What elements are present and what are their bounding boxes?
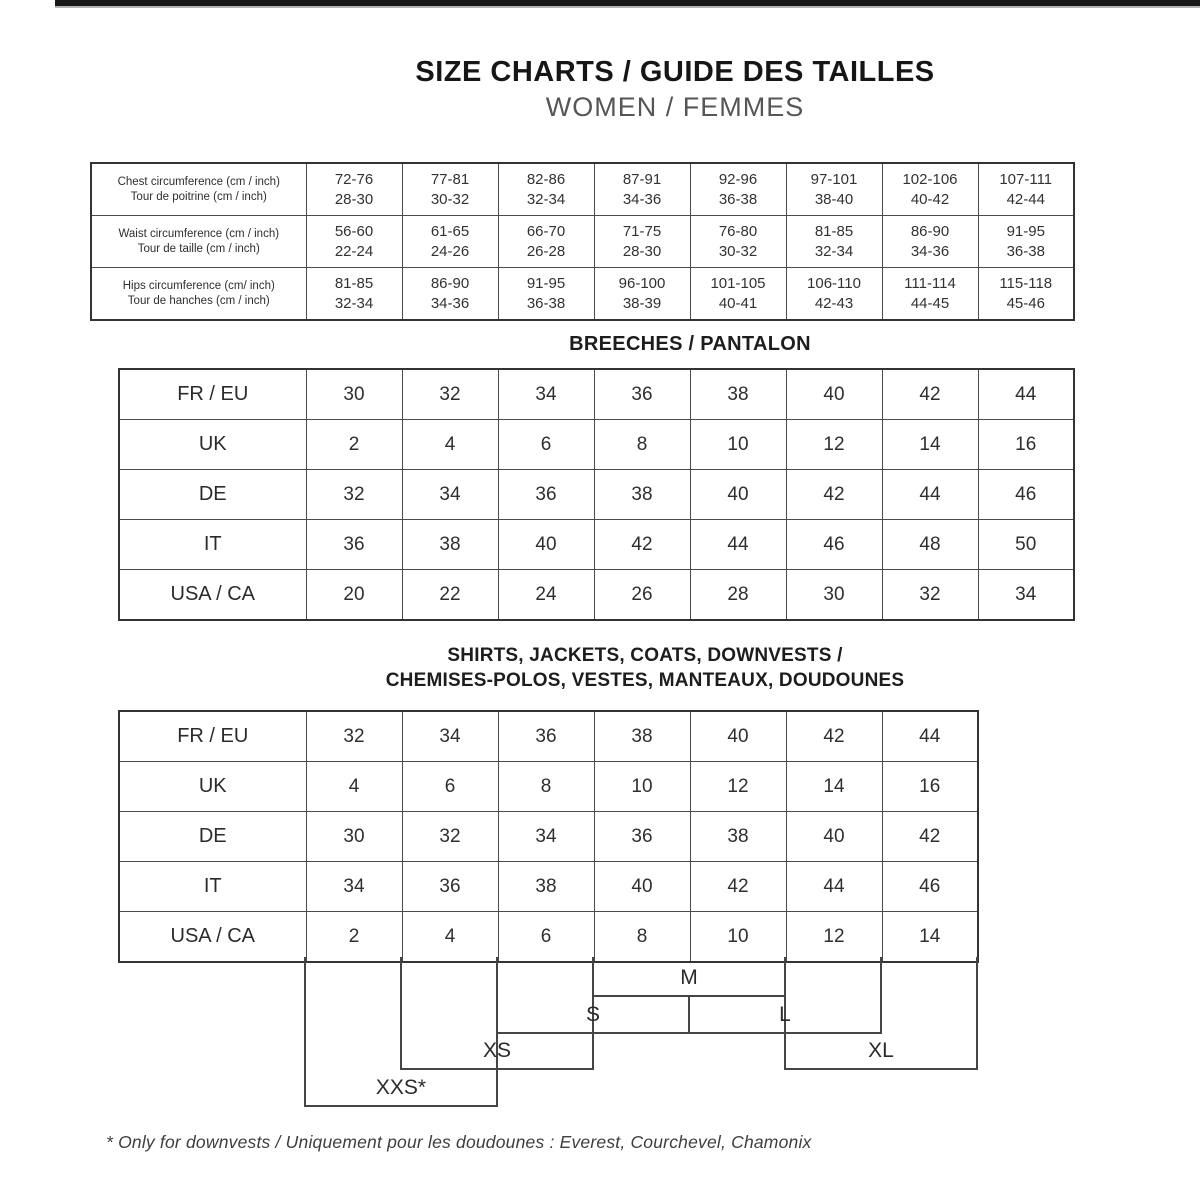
breeches-size-cell: 14 — [882, 420, 978, 470]
breeches-size-cell: 34 — [402, 470, 498, 520]
measurement-cm: 81-85 — [334, 274, 374, 292]
measurements-row — [91, 216, 1074, 268]
breeches-size-cell: 40 — [498, 520, 594, 570]
breeches-size-cell: 36 — [498, 470, 594, 520]
measurement-inch: 40-42 — [910, 190, 950, 208]
breeches-size-cell: 32 — [402, 369, 498, 420]
measurement-cm: 106-110 — [807, 274, 861, 292]
shirts-size-cell: 14 — [882, 912, 978, 963]
measurement-inch: 24-26 — [430, 242, 470, 260]
shirts-size-cell: 36 — [498, 711, 594, 762]
measurement-value-cell — [978, 216, 1074, 268]
measurement-inch: 26-28 — [526, 242, 566, 260]
breeches-region-label: UK — [119, 420, 306, 470]
shirts-size-cell: 12 — [786, 912, 882, 963]
bracket-line — [688, 995, 690, 1034]
shirts-size-cell: 40 — [594, 862, 690, 912]
breeches-row — [119, 369, 1074, 420]
shirts-size-cell: 36 — [594, 812, 690, 862]
measurement-cm: 77-81 — [430, 170, 470, 188]
shirts-size-cell: 10 — [594, 762, 690, 812]
measurement-inch: 44-45 — [910, 294, 950, 312]
measurement-cm: 91-95 — [526, 274, 566, 292]
measurement-value-cell — [594, 268, 690, 321]
shirts-size-cell: 36 — [402, 862, 498, 912]
shirts-size-cell: 4 — [402, 912, 498, 963]
measurement-cm: 61-65 — [430, 222, 470, 240]
breeches-size-cell: 40 — [690, 470, 786, 520]
breeches-size-cell: 8 — [594, 420, 690, 470]
breeches-size-cell: 48 — [882, 520, 978, 570]
measurement-value-cell — [306, 216, 402, 268]
breeches-size-cell: 4 — [402, 420, 498, 470]
breeches-size-cell: 42 — [594, 520, 690, 570]
shirts-size-cell: 10 — [690, 912, 786, 963]
shirts-heading — [145, 643, 1145, 693]
measurement-cm: 81-85 — [814, 222, 854, 240]
measurement-value-cell — [402, 268, 498, 321]
measurement-inch: 42-44 — [1006, 190, 1045, 208]
breeches-size-cell: 20 — [306, 570, 402, 621]
measurement-value-cell — [690, 216, 786, 268]
measurement-value-cell — [690, 163, 786, 216]
measurement-inch: 40-41 — [718, 294, 758, 312]
measurement-value-cell — [978, 268, 1074, 321]
shirts-size-cell: 38 — [690, 812, 786, 862]
breeches-region-label: IT — [119, 520, 306, 570]
measurement-value-cell — [498, 268, 594, 321]
shirts-region-label: IT — [119, 862, 306, 912]
shirts-size-cell: 40 — [690, 711, 786, 762]
measurement-value-cell — [594, 163, 690, 216]
breeches-region-label: USA / CA — [119, 570, 306, 621]
shirts-size-cell: 6 — [402, 762, 498, 812]
measurement-label-cell — [91, 163, 306, 216]
shirts-row — [119, 812, 978, 862]
measurement-value-cell — [786, 216, 882, 268]
measurement-inch: 32-34 — [814, 242, 854, 260]
measurement-value-cell — [306, 163, 402, 216]
measurement-value-cell — [306, 268, 402, 321]
size-label-xs: XS — [482, 1039, 511, 1062]
measurement-inch: 38-39 — [622, 294, 662, 312]
measurement-label-cell — [91, 268, 306, 321]
breeches-size-cell: 38 — [594, 470, 690, 520]
measurement-cm: 92-96 — [718, 170, 758, 188]
breeches-size-cell: 50 — [978, 520, 1074, 570]
measurement-inch: 42-43 — [814, 294, 854, 312]
measurement-value-cell — [402, 216, 498, 268]
breeches-row — [119, 420, 1074, 470]
measurement-cm: 86-90 — [910, 222, 950, 240]
measurement-cm: 76-80 — [718, 222, 758, 240]
breeches-size-cell: 24 — [498, 570, 594, 621]
shirts-size-cell: 2 — [306, 912, 402, 963]
breeches-table-body — [119, 369, 1074, 620]
measurement-value-cell — [882, 163, 978, 216]
breeches-size-cell: 30 — [786, 570, 882, 621]
breeches-row — [119, 470, 1074, 520]
measurement-cm: 96-100 — [618, 274, 666, 292]
footnote: * Only for downvests / Uniquement pour les doudounes : Everest, Courchevel, Chamonix — [106, 1132, 812, 1152]
shirts-size-cell: 4 — [306, 762, 402, 812]
shirts-size-cell: 16 — [882, 762, 978, 812]
measurement-inch: 36-38 — [526, 294, 566, 312]
breeches-size-cell: 30 — [306, 369, 402, 420]
measurement-cm: 87-91 — [622, 170, 662, 188]
shirts-size-cell: 34 — [498, 812, 594, 862]
measurement-cm: 56-60 — [334, 222, 374, 240]
shirts-size-cell: 34 — [402, 711, 498, 762]
bracket-line — [304, 957, 306, 1107]
measurement-label-en: Hips circumference (cm/ inch) — [122, 279, 275, 292]
shirts-row — [119, 762, 978, 812]
shirts-size-cell: 12 — [690, 762, 786, 812]
measurement-inch: 34-36 — [910, 242, 950, 260]
shirts-size-cell: 38 — [498, 862, 594, 912]
measurement-cm: 82-86 — [526, 170, 566, 188]
size-label-xxs: XXS* — [375, 1076, 427, 1099]
measurement-value-cell — [882, 216, 978, 268]
measurement-cm: 66-70 — [526, 222, 566, 240]
shirts-size-cell: 30 — [306, 812, 402, 862]
measurement-label-en: Waist circumference (cm / inch) — [118, 227, 280, 240]
breeches-size-cell: 38 — [690, 369, 786, 420]
breeches-heading: BREECHES / PANTALON — [569, 333, 811, 355]
breeches-size-cell: 46 — [786, 520, 882, 570]
bracket-line — [880, 957, 882, 1034]
breeches-size-cell: 44 — [882, 470, 978, 520]
measurement-value-cell — [978, 163, 1074, 216]
measurement-cm: 72-76 — [334, 170, 374, 188]
breeches-size-cell: 38 — [402, 520, 498, 570]
shirts-size-cell: 14 — [786, 762, 882, 812]
measurement-value-cell — [498, 216, 594, 268]
measurements-table-body — [91, 163, 1074, 320]
measurement-inch: 36-38 — [1006, 242, 1045, 260]
measurement-inch: 28-30 — [622, 242, 662, 260]
size-label-l: L — [779, 1003, 791, 1026]
shirts-region-label: FR / EU — [119, 711, 306, 762]
breeches-row — [119, 570, 1074, 621]
shirts-table — [118, 710, 979, 963]
breeches-size-cell: 32 — [882, 570, 978, 621]
shirts-size-cell: 44 — [882, 711, 978, 762]
measurement-inch: 32-34 — [334, 294, 374, 312]
measurement-cm: 97-101 — [810, 170, 858, 188]
measurement-inch: 34-36 — [430, 294, 470, 312]
shirts-size-cell: 8 — [498, 762, 594, 812]
shirts-size-cell: 38 — [594, 711, 690, 762]
breeches-size-cell: 42 — [786, 470, 882, 520]
size-label-s: S — [585, 1003, 600, 1026]
bracket-line — [784, 1068, 978, 1070]
breeches-row — [119, 520, 1074, 570]
shirts-size-cell: 42 — [690, 862, 786, 912]
measurement-value-cell — [690, 268, 786, 321]
measurement-inch: 45-46 — [1006, 294, 1045, 312]
measurement-value-cell — [498, 163, 594, 216]
shirts-size-cell: 40 — [786, 812, 882, 862]
breeches-size-cell: 46 — [978, 470, 1074, 520]
shirts-row — [119, 711, 978, 762]
shirts-region-label: USA / CA — [119, 912, 306, 963]
measurement-label-cell — [91, 216, 306, 268]
measurement-inch: 36-38 — [718, 190, 758, 208]
bracket-line — [976, 957, 978, 1070]
shirts-heading-line1: SHIRTS, JACKETS, COATS, DOWNVESTS / — [447, 645, 843, 666]
bracket-line — [400, 1068, 594, 1070]
breeches-size-cell: 44 — [978, 369, 1074, 420]
breeches-size-cell: 32 — [306, 470, 402, 520]
page-title: SIZE CHARTS / GUIDE DES TAILLES — [415, 56, 935, 88]
measurement-inch: 30-32 — [718, 242, 758, 260]
measurement-label-fr: Tour de hanches (cm / inch) — [127, 294, 270, 307]
size-label-m: M — [680, 966, 698, 989]
measurement-cm: 111-114 — [904, 274, 956, 292]
breeches-size-cell: 2 — [306, 420, 402, 470]
measurement-cm: 115-118 — [999, 274, 1053, 292]
page-subtitle: WOMEN / FEMMES — [545, 92, 805, 122]
breeches-region-label: DE — [119, 470, 306, 520]
breeches-size-cell: 26 — [594, 570, 690, 621]
shirts-size-cell: 8 — [594, 912, 690, 963]
measurement-cm: 107-111 — [999, 170, 1053, 188]
measurement-inch: 30-32 — [430, 190, 470, 208]
measurement-label-fr: Tour de taille (cm / inch) — [137, 242, 260, 255]
shirts-heading-line2: CHEMISES-POLOS, VESTES, MANTEAUX, DOUDOUNES — [385, 670, 905, 691]
size-label-xl: XL — [868, 1039, 894, 1062]
shirts-region-label: DE — [119, 812, 306, 862]
measurement-cm: 71-75 — [622, 222, 662, 240]
shirts-size-cell: 42 — [882, 812, 978, 862]
breeches-size-cell: 36 — [594, 369, 690, 420]
breeches-region-label: FR / EU — [119, 369, 306, 420]
shirts-size-cell: 32 — [402, 812, 498, 862]
measurement-value-cell — [786, 163, 882, 216]
measurement-value-cell — [786, 268, 882, 321]
measurements-row — [91, 268, 1074, 321]
breeches-size-cell: 12 — [786, 420, 882, 470]
shirts-size-cell: 6 — [498, 912, 594, 963]
breeches-table — [118, 368, 1075, 621]
measurements-table — [90, 162, 1075, 321]
shirts-region-label: UK — [119, 762, 306, 812]
measurement-inch: 38-40 — [814, 190, 854, 208]
measurement-value-cell — [882, 268, 978, 321]
measurement-cm: 86-90 — [430, 274, 470, 292]
breeches-size-cell: 40 — [786, 369, 882, 420]
breeches-size-cell: 28 — [690, 570, 786, 621]
shirts-row — [119, 912, 978, 963]
shirts-size-cell: 46 — [882, 862, 978, 912]
breeches-size-cell: 22 — [402, 570, 498, 621]
breeches-size-cell: 34 — [978, 570, 1074, 621]
measurement-value-cell — [402, 163, 498, 216]
breeches-size-cell: 6 — [498, 420, 594, 470]
bracket-line — [400, 957, 402, 1070]
breeches-size-cell: 34 — [498, 369, 594, 420]
scan-edge-bar — [55, 0, 1200, 8]
measurement-inch: 34-36 — [622, 190, 662, 208]
breeches-size-cell: 42 — [882, 369, 978, 420]
measurement-inch: 32-34 — [526, 190, 566, 208]
bracket-line — [496, 1032, 882, 1034]
shirts-size-cell: 32 — [306, 711, 402, 762]
shirts-size-cell: 42 — [786, 711, 882, 762]
breeches-size-cell: 10 — [690, 420, 786, 470]
bracket-line — [304, 1105, 498, 1107]
shirts-size-cell: 34 — [306, 862, 402, 912]
measurement-cm: 102-106 — [902, 170, 958, 188]
measurement-cm: 101-105 — [710, 274, 766, 292]
measurement-cm: 91-95 — [1006, 222, 1045, 240]
breeches-size-cell: 16 — [978, 420, 1074, 470]
measurement-inch: 28-30 — [334, 190, 374, 208]
measurement-label-fr: Tour de poitrine (cm / inch) — [130, 190, 267, 203]
breeches-size-cell: 36 — [306, 520, 402, 570]
measurements-row — [91, 163, 1074, 216]
shirts-size-cell: 44 — [786, 862, 882, 912]
bracket-line — [592, 995, 786, 997]
shirts-row — [119, 862, 978, 912]
breeches-size-cell: 44 — [690, 520, 786, 570]
measurement-inch: 22-24 — [334, 242, 374, 260]
measurement-label-en: Chest circumference (cm / inch) — [117, 175, 280, 188]
shirts-table-body — [119, 711, 978, 962]
measurement-value-cell — [594, 216, 690, 268]
